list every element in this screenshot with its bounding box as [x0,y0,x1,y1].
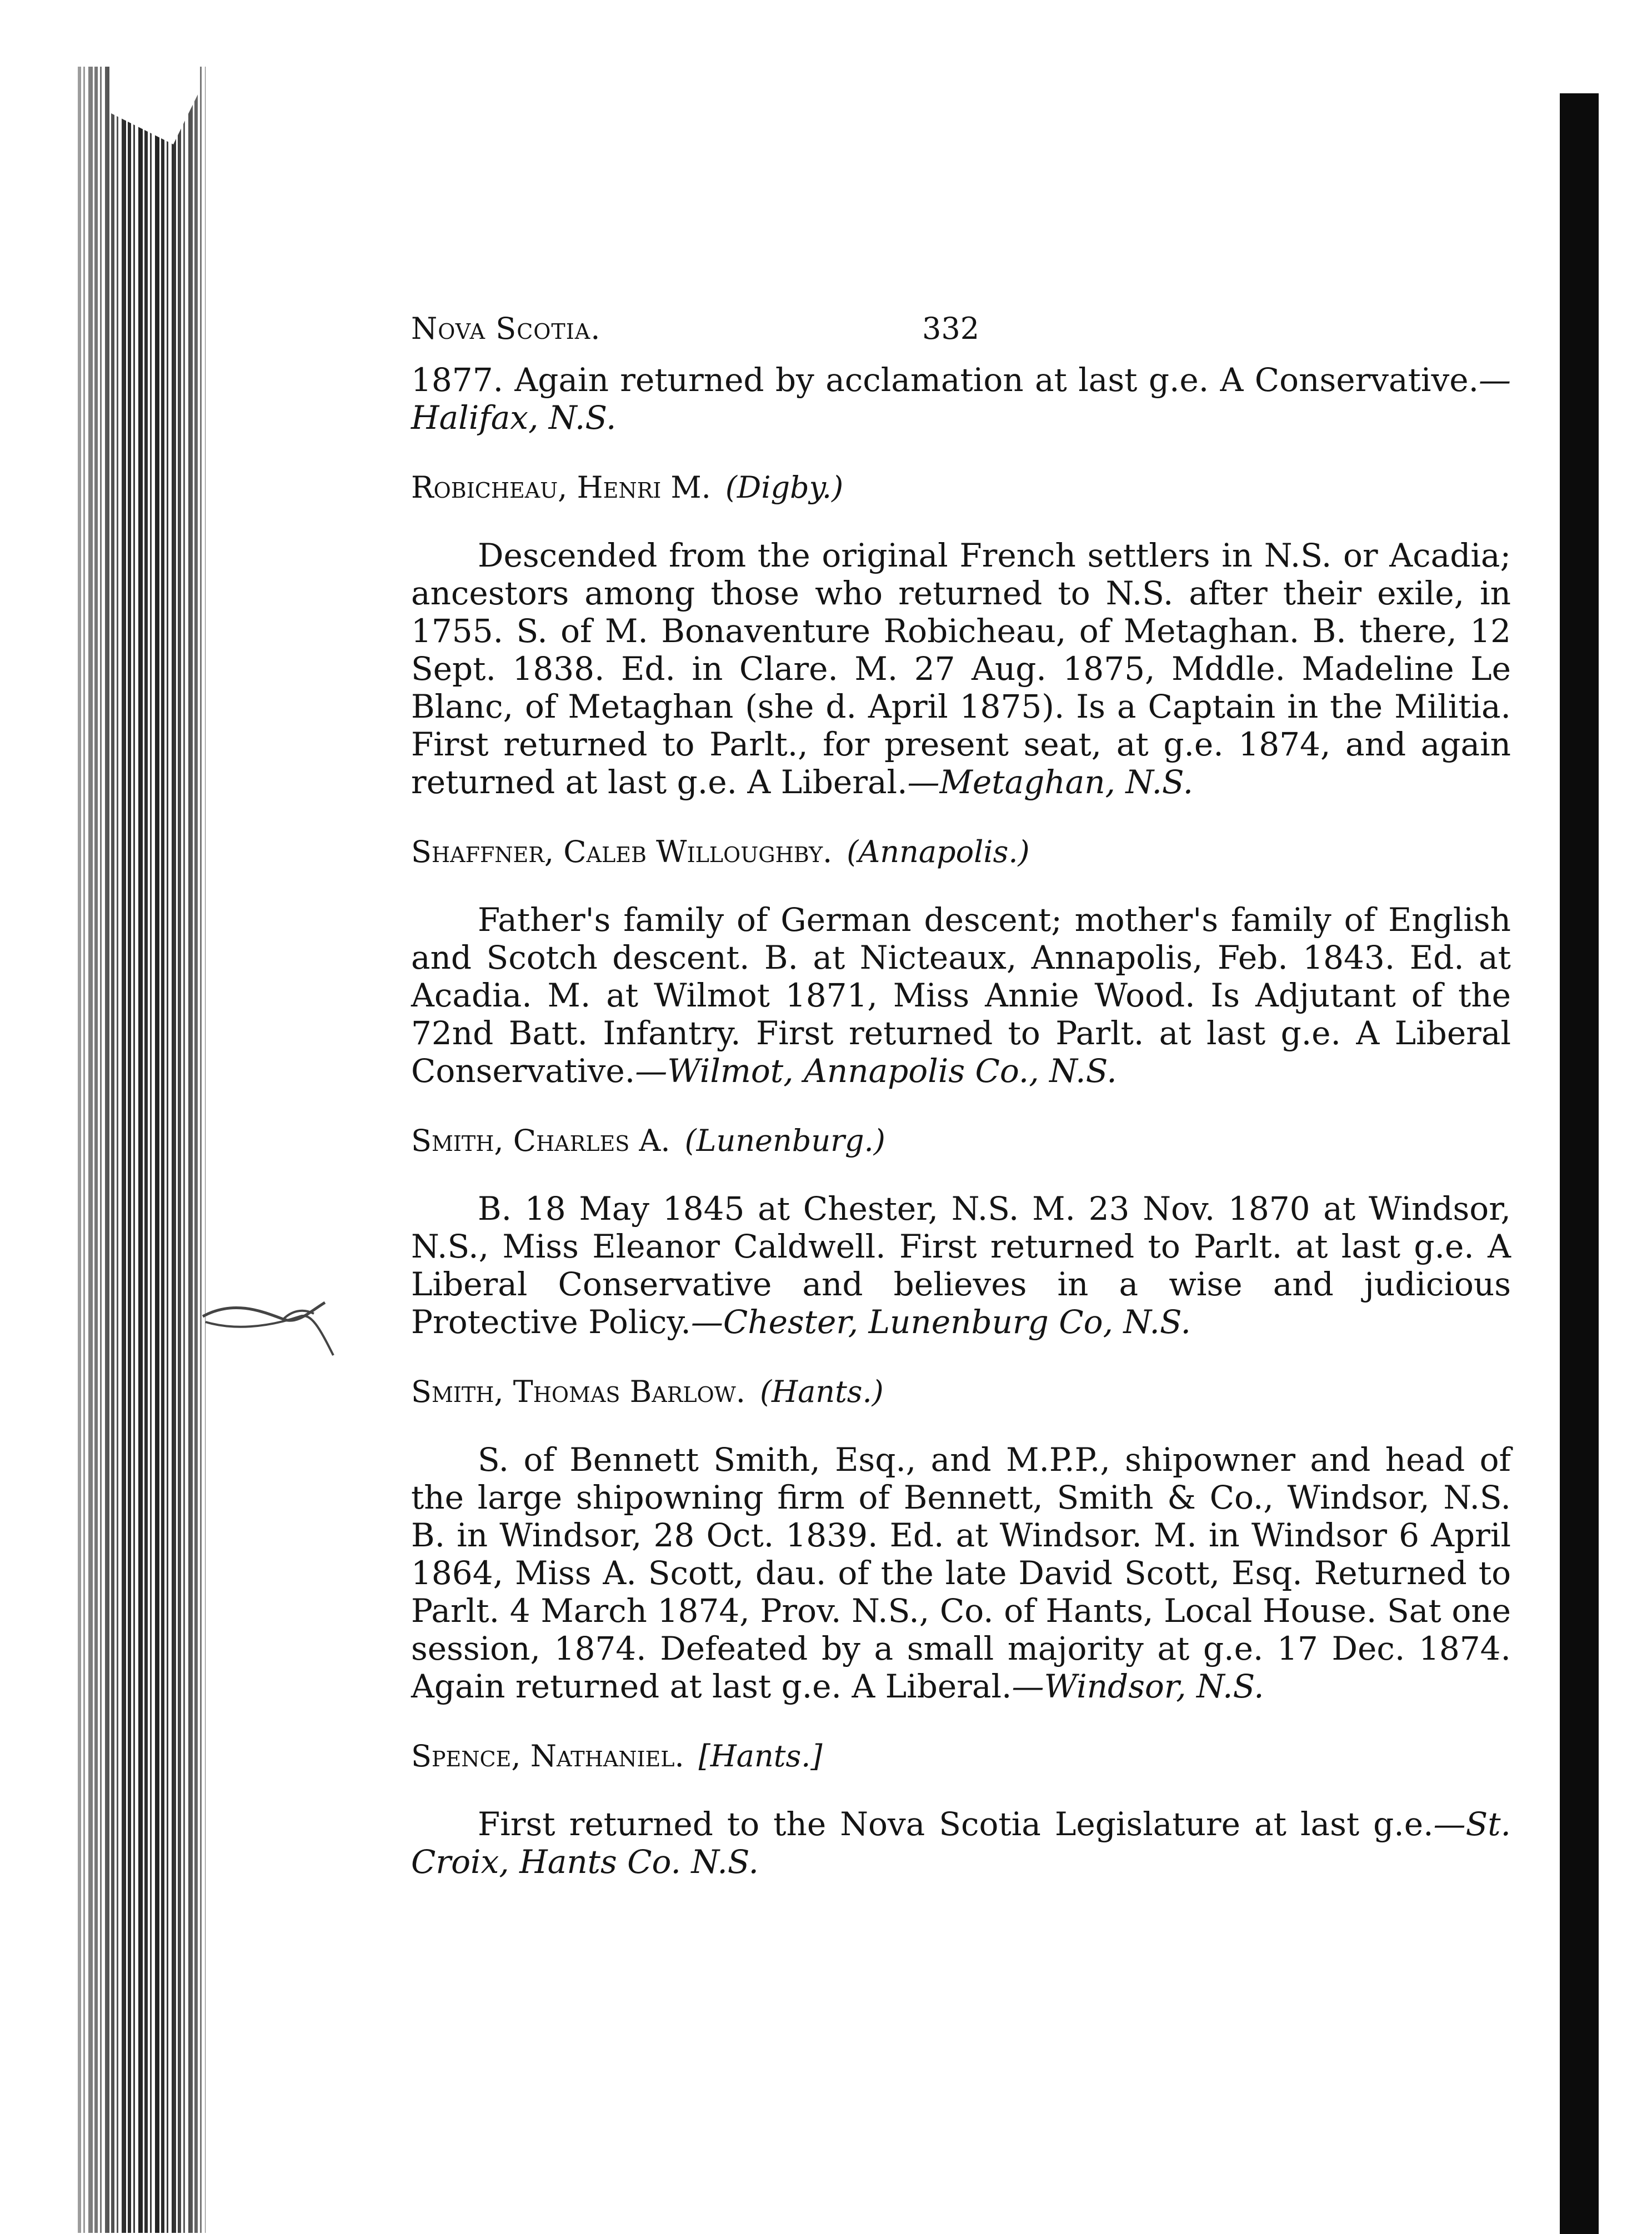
entry-text: S. of Bennett Smith, Esq., and M.P.P., shipowner and head of the large shipowning firm of Bennett, Smith & Co., Windsor, N.S. B. in Windsor, 28 Oct. 1839. Ed. at Windsor. M. in Windsor 6 April 1864, Miss A. Scott, dau. of the late David Scott, Esq. Returned to Parlt. 4 March 1874, Prov. N.S., Co. of Hants, Local House. Sat one session, 1874. Defeated by a small majority at g.e. 17 Dec. 1874. Again returned at last g.e. A Liberal. [411,1441,1511,1705]
entry-body [411,1805,1511,1881]
page-content [411,311,1511,1881]
section-title: Nova Scotia. [411,311,601,346]
entry-heading [411,1122,1511,1160]
constituency: (Digby.) [725,470,844,505]
constituency: (Hants.) [759,1374,884,1409]
page-number: 332 [922,311,980,346]
continued-entry-body: 1877. Again returned by acclamation at last g.e. A Conservative. [411,361,1479,399]
running-head [411,311,1511,361]
continued-entry-text [411,361,1511,437]
member-name: Smith, Charles A. [411,1123,670,1158]
member-name: Robicheau, Henri M. [411,470,711,505]
entry-body [411,537,1511,801]
entry-text: Descended from the original French settlers in N.S. or Acadia; ancestors among those who returned to N.S. after their exile, in 1755. S. of M. Bonaventure Robicheau, of Metaghan. B. there, 12 Sept. 1838. Ed. in Clare. M. 27 Aug. 1875, Mddle. Madeline Le Blanc, of Metaghan (she d. April 1875). Is a Captain in the Militia. First returned to Parlt., for present seat, at g.e. 1874, and again returned at last g.e. A Liberal. [411,537,1511,801]
entry-spence [411,1737,1511,1881]
continued-entry-address: —Halifax, N.S. [411,361,1511,437]
constituency: [Hants.] [698,1739,823,1774]
entry-text: Father's family of German descent; mother's family of English and Scotch descent. B. at Nicteaux, Annapolis, Feb. 1843. Ed. at Acadia. M. at Wilmot 1871, Miss Annie Wood. Is Adjutant of the 72nd Batt. Infantry. First returned to Parlt. at last g.e. A Liberal Conservative. [411,901,1511,1090]
binding-shadow [78,67,206,2233]
entry-address: —Windsor, N.S. [1012,1667,1264,1705]
entry-address: —Metaghan, N.S. [907,763,1194,801]
scan-border-right [1560,93,1599,2234]
member-name: Shaffner, Caleb Willoughby. [411,834,833,869]
entry-shaffner [411,833,1511,1090]
entry-heading [411,469,1511,507]
entry-body [411,1441,1511,1705]
member-name: Spence, Nathaniel. [411,1739,684,1774]
constituency: (Lunenburg.) [684,1123,885,1158]
entry-heading [411,1373,1511,1411]
entry-text: First returned to the Nova Scotia Legislature at last g.e. [478,1805,1434,1843]
entry-heading [411,1737,1511,1775]
entry-smith-charles [411,1122,1511,1341]
constituency: (Annapolis.) [847,834,1030,869]
entry-body [411,1190,1511,1341]
entry-smith-thomas [411,1373,1511,1705]
entry-address: —Wilmot, Annapolis Co., N.S. [635,1052,1117,1090]
entry-body [411,901,1511,1090]
entry-address: —Chester, Lunenburg Co, N.S. [690,1303,1191,1341]
member-name: Smith, Thomas Barlow. [411,1374,745,1409]
entry-text: B. 18 May 1845 at Chester, N.S. M. 23 Nov. 1870 at Windsor, N.S., Miss Eleanor Caldwell. First returned to Parlt. at last g.e. A Liberal Conservative and believes in a wise and judicious Protective Policy. [411,1190,1511,1341]
entry-address: —St. Croix, Hants Co. N.S. [411,1805,1511,1881]
pencil-mark-icon [200,1278,339,1361]
entry-robicheau [411,469,1511,801]
entry-heading [411,833,1511,871]
